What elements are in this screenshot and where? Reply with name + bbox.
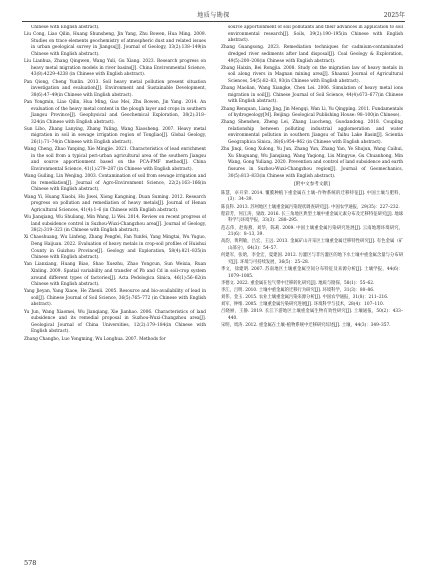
reference-entry: Pan Yongmin, Liao Qilin, Hua Ming, Gao Mei, Zhu Bowen, Jin Yang. 2014. An evaluation of the heavy metal content in the plough layer and crops in southern Jiangsu Province[J]. Geophysical and Geochemical Exploration, 38(2):318–324(in Chinese with English abstract). xyxy=(24,99,206,125)
journal-name: 地质与勘探 xyxy=(197,12,230,19)
reference-entry: source apportionment of soil pollutants and their advances in application to soil environmental research[J]. Soils, 39(2):190–195(in Chinese with English abstract). xyxy=(228,25,403,44)
reference-entry: Chinese with English abstract). xyxy=(31,25,100,30)
reference-entry: 陈慧，卓开荣. 2014. 覆膜种植下重金属在土壤–作物系统的迁移特征[J]. 中国土壤与肥料，(3)：34–39. xyxy=(221,190,403,203)
reference-entry: Wang Cheng, Zhao Yanping, Xie Mingjie. 2021. Characteristics of lead enrichment in the soil from a typical peri-urban agricultural area of the southern Jiangsu and source apportionment based on the PCA-PMF method[J]. China Environmental Science, 41(1):279–287 (in Chinese with English abstract). xyxy=(24,147,206,173)
reference-entry: Wu Jianqiang, Wu Shuliang, Min Wang, Li Wei. 2014. Review on recent progress of land subsidence control in Suzhou-Wuxi-Changzhou area[J]. Journal of Geology, 38(2):319–323 (in Chinese with English abstract). xyxy=(24,214,206,234)
reference-entry: 吕晓丽，王静. 2019. 长江下游地区土壤重金属生物有效性研究[J]. 土壤通报，50(2)：433–440. xyxy=(221,309,403,322)
running-header xyxy=(22,8,405,22)
reference-entry: 高韵，黄利敏，吕宏，王远. 2013. 金属矿山开采区土壤重金属迁移特性研究[J]. 有色金属（矿山部分），64(3)：54–57. xyxy=(221,239,403,251)
reference-entry: 刘伟，金玉. 2015. 农业土壤重金属污染来源分析[J]. 中国农学通报，31(8)：211–216. xyxy=(221,295,389,301)
reference-entry: 宋明，周涛. 2012. 重金属在土壤–植物系统中迁移研究综述[J]. 土壤，44(3)：349–357. xyxy=(221,323,391,329)
header-rule xyxy=(22,21,405,22)
reference-entry: Liu Lianhua, Zhang Qingwen, Wang Yuli, Gu Xiang. 2023. Research progress on heavy metal migration models in river basins[J]. China Environmental Science, 43(8):4229–4238 (in Chinese with English abstract). xyxy=(24,59,206,78)
reference-entry: 刘军，钟维. 2005. 土壤重金属污染研究进展[J]. 环境科学与技术，28(4)：107–110. xyxy=(221,302,385,308)
reference-entry: Zhang Renquan, Liang Jing, Jin Mengqi, Wan Li, Yu Qingping. 2011. Fundamentals of hydrogeology[M]. Beijing: Geological Publishing House: 98–100(in Chinese). xyxy=(221,106,403,119)
reference-entry: Sun Libo, Zhang Lanying, Zhang Yuling, Wang Xiaosheng. 2007. Heavy metal migration in soil in sewage irrigation region of Tongliao[J]. Global Geology, 26(1):71–74(in Chinese with English abstract). xyxy=(24,126,206,146)
reference-entry: Zhang Guangsong. 2023. Remediation techniques for cadmium-contaminated dredged river sediments after land disposal[J]. Coal Geology & Exploration, 49(5):200–208(in Chinese with English abstract). xyxy=(221,45,403,64)
reference-entry: 范志伟，赵海燕，刘华，陈莉. 2009. 中国土壤重金属污染研究进展[J]. 云南地理环境研究，21(6)：8–13, 39. xyxy=(221,225,403,238)
reference-entry: 季文，徐建明. 2007. 苏南地区土壤重金属空间分布特征及来源分析[J]. 土壤学报，44(6)：1079–1085. xyxy=(221,266,403,279)
reference-entry: Zhang Shenshen, Zheng Lei, Zhang Luocheng, Guodandong. 2018. Coupling relationship between polluting industrial agglomeration and water environmental pollution in southern Jiangsu of Taihu Lake Basin[J]. Scientia Geographica Sinica, 38(6):954–962 (in Chinese with English abstract). xyxy=(221,120,403,146)
reference-entry: 程彩芳，何江涛，梁政. 2016. 长三角地区典型土壤中重金属元素分布及迁移特征研究[J]. 地球科学与环境学报，33(3)：288–295. xyxy=(221,211,403,224)
reference-entry: 何建军，张晗，李金宏，夏建国. 2012. 污灌区与非污灌区的地下水土壤中重金属含量与分布研究[J]. 环境与可持续发展，36(5)：25–28. xyxy=(221,253,403,265)
reference-entry: Zhu Jinqi, Gong Xulong, Yu Jun, Zhang Yun, Zhang Yan, Ye Shujun, Wang Caihui, Xu Shuguang, Wu Jianqiang, Wang Yaqiong, Liu Mingyue, Gu Chuanhong, Min Wang, Gong Yuliang. 2020. Prevention and control of land subsidence and earth fissures in Suzhou-Wuxi-Changzhou region[J]. Journal of Geomechanics, 30(5):813–833(in Chinese with English abstract). xyxy=(221,147,403,179)
reference-entry: 李德文. 2022. 重金属在包气带中迁移转化研究[J]. 地质与勘探，58(1)：55–62. xyxy=(221,280,375,286)
appendix-title: [附中文参考文献] xyxy=(294,182,330,188)
reference-entry: Wang Guiling, Lin Wenjing. 2003. Contamination of soil from sewage irrigation and its remediation[J]. Journal of Agro-Environment Science, 22(2):163–166(in Chinese with English abstract). xyxy=(24,174,206,193)
reference-entry: Yan Lianxiang, Huang Biao, Shao Xuezhu, Zhao Yongcun, Sun Weixia, Ruan Xinling. 2009. Spatial variability and transfer of Pb and Cd in soil-crop system around different types of factories[J]. Acta Pedologica Sinica, 46(1):56–62(in Chinese with English abstract). xyxy=(24,262,206,288)
reference-entry: Xi Chaoshuang, Wu Linfeng, Zhang Pengfei, Fan Yunfei, Yang Mingtai, Wu Yuguo, Deng Haijuan. 2022. Evaluation of heavy metals in crop-soil profiles of Huishui County in Guizhou Province[J]. Geology and Exploration, 58(4):821–835(in Chinese with English abstract). xyxy=(24,235,206,261)
reference-entry: Yu Jun, Wang Xiaomei, Wu Jianqiang, Xie Jianhao. 2006. Characteristics of land subsidence and its remedial proposal in Suzhou-Wuxi-Changzhou area[J]. Geological Journal of China Universities, 12(2):179–184(in Chinese with English abstract). xyxy=(24,309,206,335)
reference-entry: Liu Cong, Liao Qilin, Huang Shunsheng, Jin Yang, Zhu Bowen, Hua Ming. 2009. Studies on trace elements geochemistry of atmospheric dust and related issues in urban geological survey in Jiangsu[J]. Journal of Geology, 33(2):138–149(in Chinese with English abstract). xyxy=(24,32,206,57)
reference-entry: Yang Jieyan, Yang Xiaoe, He Zhenli. 2005. Resource and bio-availability of lead in soil[J]. Chinese Journal of Soil Science, 36(5):765–772 (in Chinese with English abstract). xyxy=(24,289,206,308)
reference-entry: 陈良科. 2013. 苏州地区土壤重金属污染现状调查研究[J]. 中国农学通报，29(35)：227–232. xyxy=(221,204,400,210)
page-number: 578 xyxy=(24,559,37,567)
reference-entry: Zhang Haixin, Bei Rongjia. 2008. Study on the migration law of heavy metals in soil along rivers in Magnan mining area[J]. Shaanxi Journal of Agricultural Sciences, 54(5):82–83, 93(in Chinese with English abstract). xyxy=(221,65,403,84)
reference-entry: Wang Yi, Huang Xiaobi, Hu Jiwei, Xiong Kangning, Duan Suming. 2012. Research progress on pollution and remediation of heavy metals[J]. Journal of Henan Agricultural Sciences, 41(4):1–6 (in Chinese with English abstract). xyxy=(24,194,206,213)
reference-entry: Zhang Changbo, Luo Yongming, Wu Longhua. 2007. Methods for xyxy=(24,336,166,342)
header-year: 2025年 xyxy=(383,12,405,19)
reference-entry: 李江，吕明. 2010. 土壤中重金属的迁移行为研究[J]. 环境科学，31(3)：80–86. xyxy=(221,287,375,293)
left-column xyxy=(24,25,206,551)
right-column xyxy=(221,25,403,551)
reference-entry: Pan Qiong, Cheng Yunlin. 2013. Soil heavy metal pollution present situation investigation and evaluation[J]. Environment and Sustainable Development, 38(6):47–49(in Chinese with English abstract). xyxy=(24,79,206,98)
reference-entry: Zhang Maolian, Wang Xiangke, Chen Lei. 2006. Simulation of heavy metal ions migration in soil[J]. Chinese Journal of Soil Science, 44(4):673–677(in Chinese with English abstract). xyxy=(221,86,403,105)
